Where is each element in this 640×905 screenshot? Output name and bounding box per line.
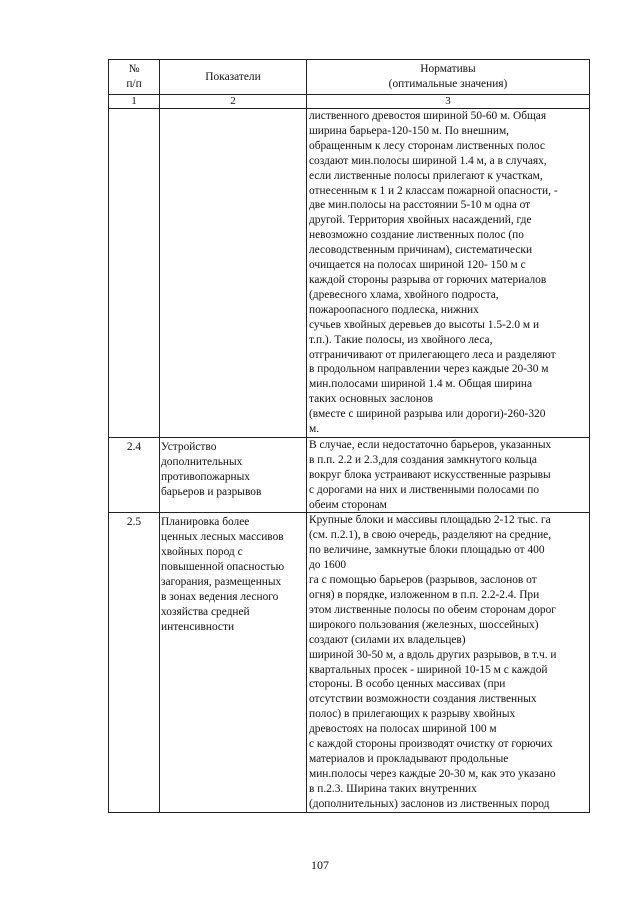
table-header-row [109, 60, 590, 95]
norms-line: мин.полосы через каждые 20-30 м, как это указано [309, 767, 556, 780]
norms-line: отнесенным к 1 и 2 классам пожарной опасности, - [309, 184, 558, 197]
table-row [109, 437, 590, 513]
norms-line: сучьев хвойных деревьев до высоты 1.5-2.0 м и [309, 318, 540, 331]
row-number-cell: 2.4 [109, 437, 160, 513]
header-norms-line: Нормативы [420, 63, 476, 75]
norms-line: (см. п.2.1), в свою очередь, разделяют на средние, [309, 529, 552, 542]
norms-line: каждой стороны разрыва от горючих материалов [309, 273, 547, 286]
norms-line: стороны. В особо ценных массивах (при [309, 678, 506, 691]
norms-line: материалов и прокладывают продольные [309, 752, 509, 765]
norms-cell [307, 437, 590, 513]
column-index-cell: 2 [160, 95, 307, 109]
norms-line: обращенным к лесу сторонам лиственных полос [309, 139, 545, 152]
norms-line: (древесного хлама, хвойного подроста, [309, 288, 499, 301]
norms-line: таких основных заслонов [309, 393, 434, 406]
indicator-line: Устройство [161, 440, 217, 453]
norms-line: лиственного древостоя шириной 50-60 м. Общая [309, 110, 547, 122]
indicator-line: Планировка более [161, 516, 250, 529]
norms-line: широкого пользования (железных, шоссейных) [309, 618, 539, 631]
norms-line: до 1600 [309, 559, 347, 572]
indicator-cell [160, 109, 307, 438]
norms-line: этом лиственные полосы по обеим сторонам дорог [309, 603, 556, 616]
indicator-line: ценных лесных массивов [161, 531, 284, 544]
norms-line: создают (силами их владельцев) [309, 633, 466, 646]
indicator-line: загорания, размещенных [161, 576, 282, 589]
norms-line: две мин.полосы на расстоянии 5-10 м одна от [309, 199, 531, 212]
column-index-cell: 1 [109, 95, 160, 109]
norms-line: очищается на полосах шириной 120- 150 м с [309, 259, 526, 272]
table-row [109, 513, 590, 812]
header-num-line: № [128, 63, 140, 75]
norms-cell [307, 513, 590, 812]
norms-line: с каждой стороны производят очистку от горючих [309, 738, 553, 751]
header-num-cell [109, 60, 160, 95]
row-number-cell: 2.5 [109, 513, 160, 812]
norms-line: лесоводственным причинам), систематически [309, 244, 533, 257]
norms-line: в продольном направлении через каждые 20-30 м [309, 363, 549, 376]
norms-line: отграничивают от прилегающего леса и разделяют [309, 348, 556, 361]
indicator-line: повышенной опасностью [161, 561, 285, 574]
norms-line: га с помощью барьеров (разрывов, заслонов от [309, 574, 537, 587]
norms-line: квартальных просек - шириной 10-15 м с каждой [309, 663, 548, 676]
norms-line: В случае, если недостаточно барьеров, указанных [309, 438, 552, 451]
norms-line: отсутствии возможности создания лиственных [309, 693, 537, 706]
norms-line: другой. Территория хвойных насаждений, где [309, 214, 532, 227]
norms-line: ширина барьера-120-150 м. По внешним, [309, 124, 510, 137]
norms-line: мин.полосами шириной 1.4 м. Общая ширина [309, 378, 533, 391]
indicator-line: хвойных пород с [161, 546, 243, 559]
header-indicator-label: Показатели [205, 70, 261, 83]
norms-line: (дополнительных) заслонов из лиственных пород [309, 797, 550, 810]
table-body [109, 109, 590, 813]
norms-line: по величине, замкнутые блоки площадью от 400 [309, 544, 545, 557]
normatives-table [108, 59, 590, 813]
norms-line: Крупные блоки и массивы площадью 2-12 тыс. га [309, 514, 551, 527]
indicator-line: барьеров и разрывов [161, 485, 262, 498]
norms-line: создают мин.полосы шириной 1.4 м, а в случаях, [309, 154, 547, 167]
header-norms-line: (оптимальные значения) [388, 78, 508, 90]
indicator-cell [160, 437, 307, 513]
column-index-cell: 3 [307, 95, 590, 109]
page-number: 107 [311, 858, 329, 872]
norms-line: если лиственные полосы прилегают к участкам, [309, 169, 543, 182]
norms-line: пожароопасного подлеска, нижних [309, 303, 479, 316]
norms-line: невозможно создание лиственных полос (по [309, 229, 524, 242]
norms-line: в п.2.3. Ширина таких внутренних [309, 782, 477, 795]
indicator-line: дополнительных [161, 455, 243, 468]
norms-line: вокруг блока устраивают искусственные разрывы [309, 468, 551, 481]
norms-line: обеим сторонам [309, 498, 387, 511]
indicator-line: хозяйства средней [161, 605, 250, 618]
indicator-cell [160, 513, 307, 812]
row-number-cell [109, 109, 160, 438]
header-num-line: п/п [126, 78, 142, 90]
norms-cell [307, 109, 590, 438]
norms-line: м. [309, 423, 320, 436]
norms-line: древостоях на полосах шириной 100 м [309, 723, 497, 736]
norms-line: шириной 30-50 м, а вдоль других разрывов, в т.ч. и [309, 648, 557, 661]
norms-line: (вместе с шириной разрыва или дороги)-260-320 [309, 408, 546, 421]
norms-line: т.п.). Такие полосы, из хвойного леса, [309, 333, 493, 346]
table-row [109, 109, 590, 438]
header-norms-cell [307, 60, 590, 95]
norms-line: огня) в порядке, изложенном в п.п. 2.2-2.4. При [309, 589, 540, 601]
indicator-line: в зонах ведения лесного [161, 591, 279, 603]
indicator-line: интенсивности [161, 620, 235, 633]
column-index-row [109, 95, 590, 109]
norms-line: в п.п. 2.2 и 2.3,для создания замкнутого кольца [309, 453, 537, 466]
indicator-line: противопожарных [161, 470, 250, 483]
norms-line: полос) в прилегающих к разрыву хвойных [309, 708, 516, 721]
header-indicator-cell [160, 60, 307, 95]
norms-line: с дорогами на них и лиственными полосами по [309, 483, 540, 496]
